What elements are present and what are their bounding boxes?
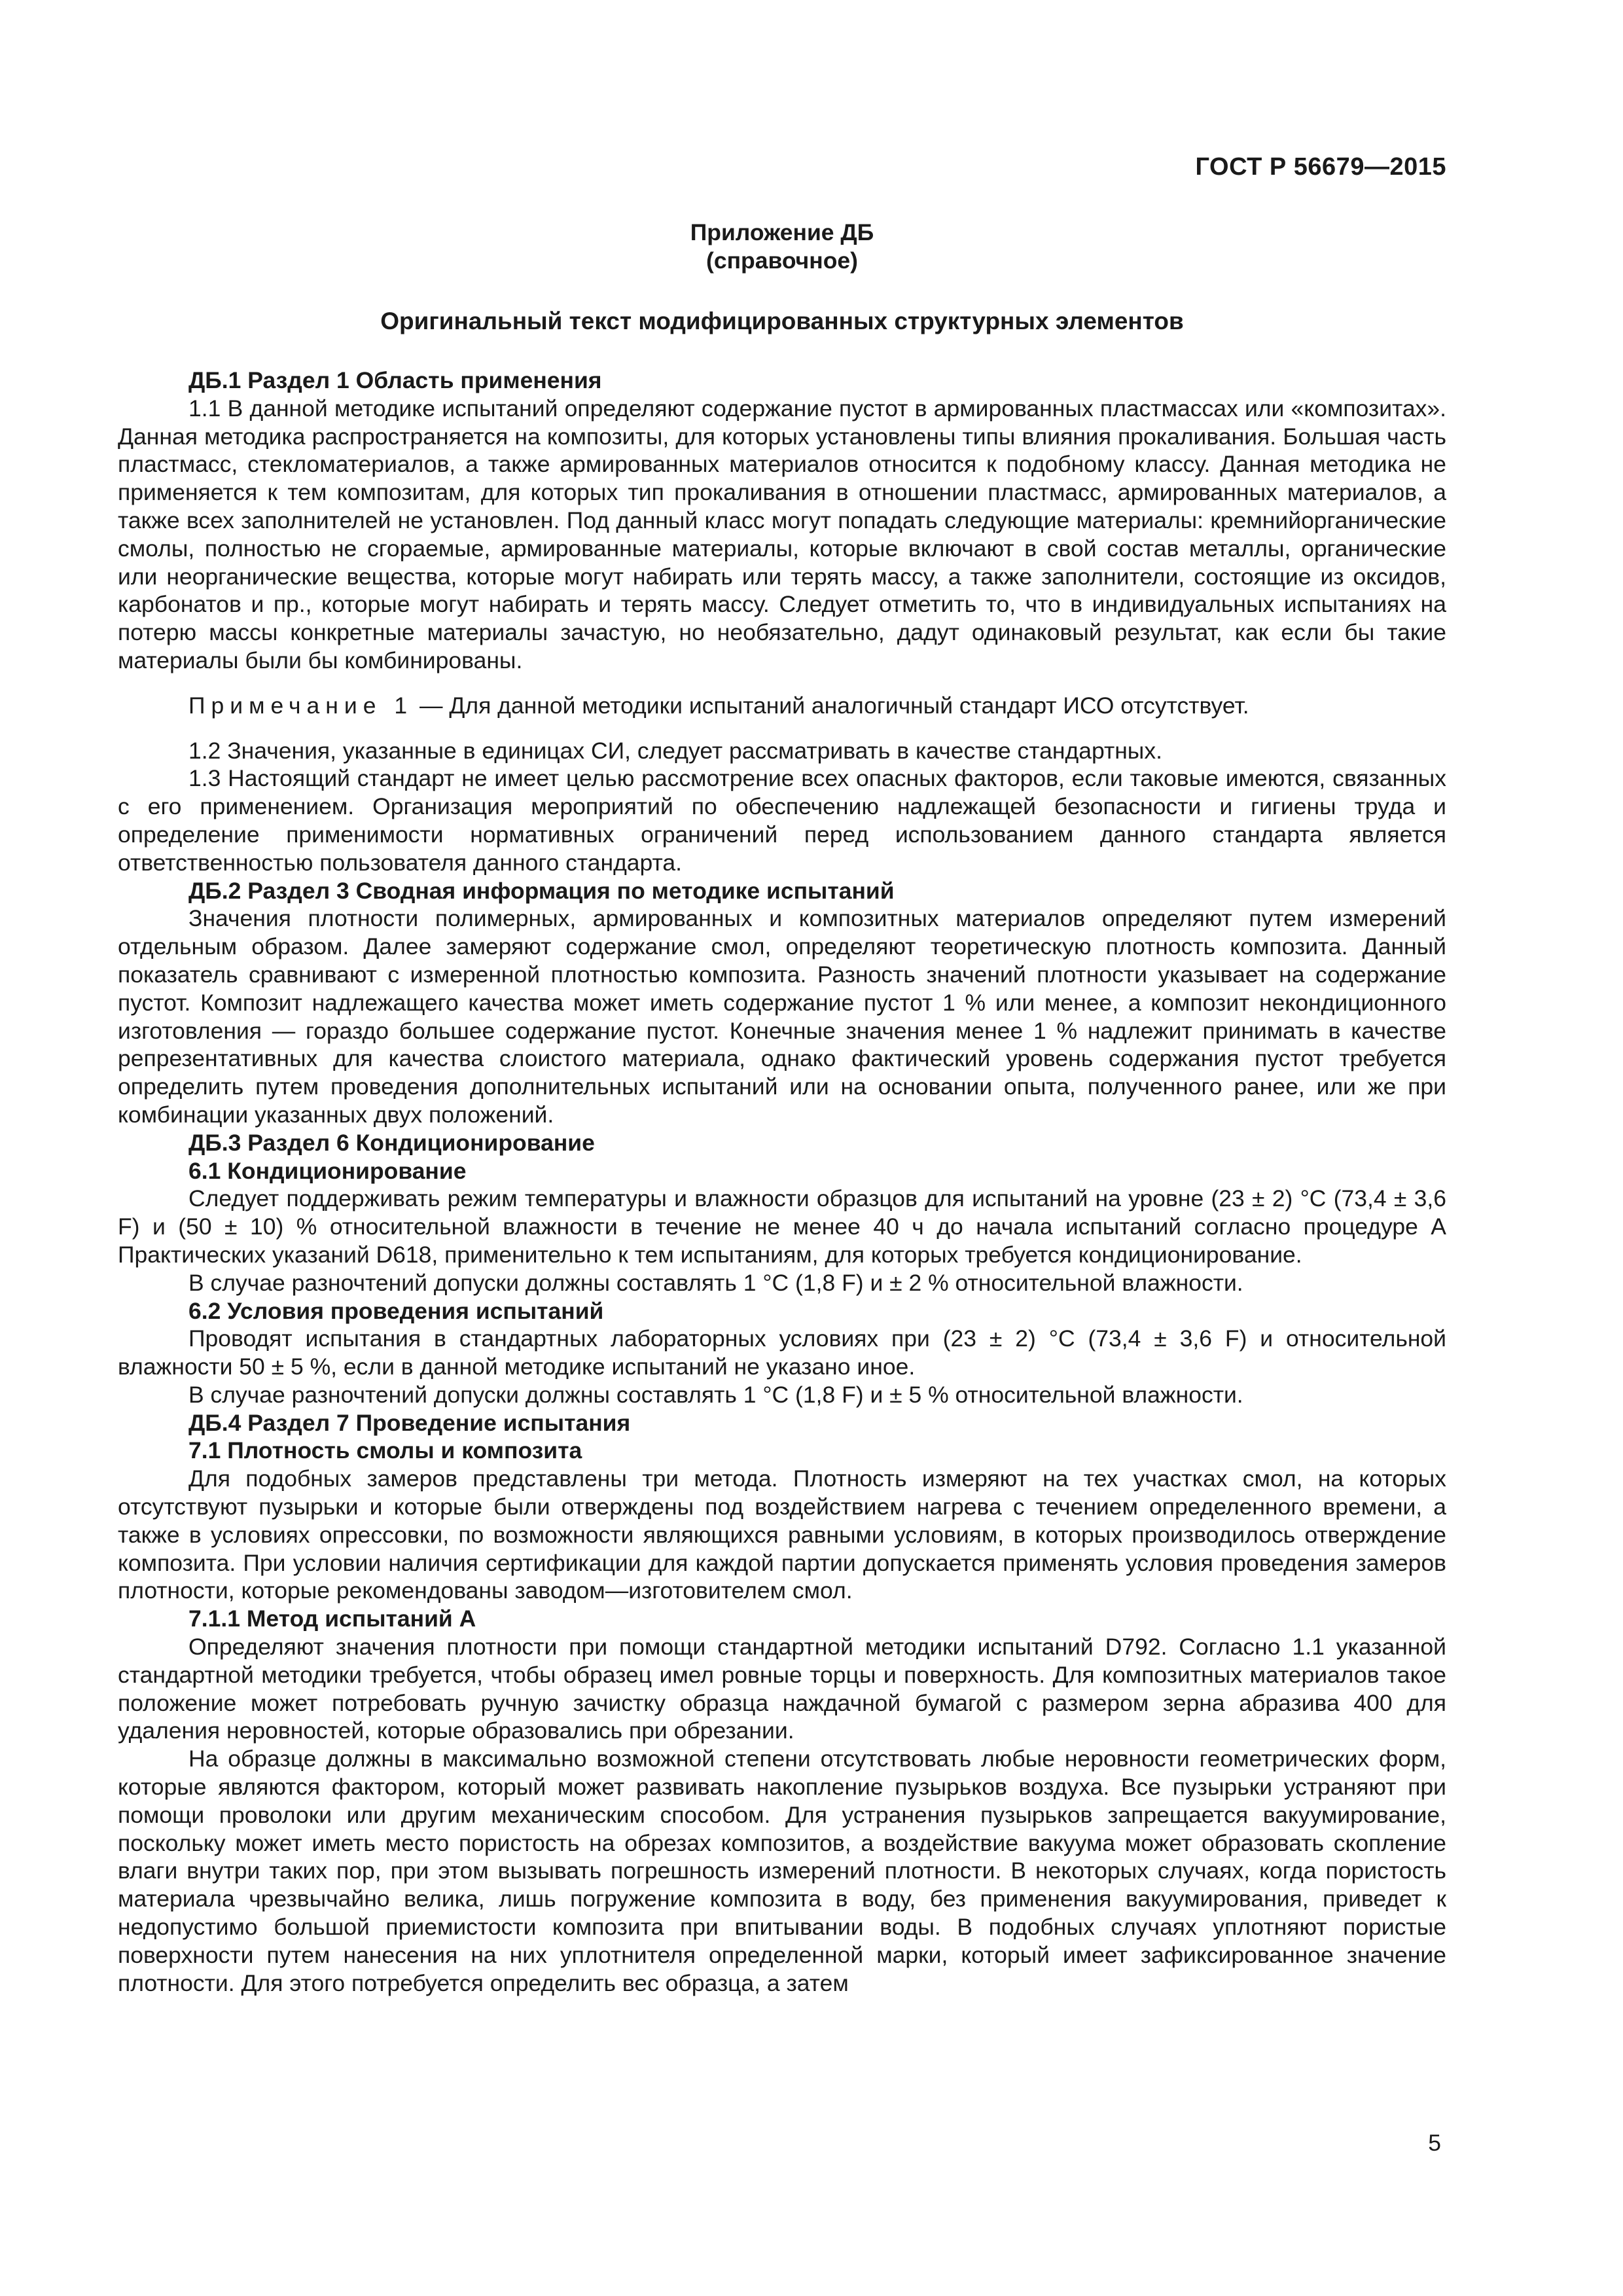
paragraph: Проводят испытания в стандартных лабораторных условиях при (23 ± 2) °С (73,4 ± 3,6 F) и относительной влажности 50 ± 5 %, если в данной методике испытаний не указано иное. xyxy=(118,1325,1446,1380)
document-body xyxy=(118,367,1446,1997)
appendix-subtitle: (справочное) xyxy=(706,247,858,274)
section-heading: ДБ.3 Раздел 6 Кондиционирование xyxy=(188,1129,595,1156)
note-label: Примечание 1 xyxy=(188,692,414,719)
section-heading: ДБ.2 Раздел 3 Сводная информация по методике испытаний xyxy=(188,877,895,904)
paragraph: 1.2 Значения, указанные в единицах СИ, следует рассматривать в качестве стандартных. xyxy=(188,737,1162,764)
section-heading: ДБ.4 Раздел 7 Проведение испытания xyxy=(188,1409,631,1436)
paragraph: 1.3 Настоящий стандарт не имеет целью рассмотрение всех опасных факторов, если таковые имеются, связанных с его применением. Организация мероприятий по обеспечению надлежащей безопасности и гигиены труда и определение применимости нормативных ограничений перед использованием данного стандарта является ответственностью пользователя данного стандарта. xyxy=(118,765,1446,876)
subsection-heading: 7.1 Плотность смолы и композита xyxy=(188,1437,582,1464)
paragraph: В случае разночтений допуски должны составлять 1 °С (1,8 F) и ± 5 % относительной влажности. xyxy=(188,1381,1243,1408)
section-heading: ДБ.1 Раздел 1 Область применения xyxy=(188,367,602,393)
note xyxy=(118,692,1446,720)
subsection-heading: 7.1.1 Метод испытаний А xyxy=(188,1605,476,1632)
paragraph: Значения плотности полимерных, армированных и композитных материалов определяют путем измерений отдельным образом. Далее замеряют содержание смол, определяют теоретическую плотность композита. Данный показатель сравнивают с измеренной плотностью композита. Разность значений плотности указывает на содержание пустот. Композит надлежащего качества может иметь содержание пустот 1 % или менее, а композит некондиционного изготовления — гораздо большее содержание пустот. Конечные значения менее 1 % надлежит принимать в качестве репрезентативных для качества слоистого материала, однако фактический уровень содержания пустот требуется определить путем проведения дополнительных испытаний или на основании опыта, полученного ранее, или же при комбинации указанных двух положений. xyxy=(118,905,1446,1128)
page-number: 5 xyxy=(1428,2130,1441,2156)
paragraph: Следует поддерживать режим температуры и влажности образцов для испытаний на уровне (23 ± 2) °С (73,4 ± 3,6 F) и (50 ± 10) % относительной влажности в течение не менее 40 ч до начала испытаний согласно процедуре А Практических указаний D618, применительно к тем испытаниям, для которых требуется кондиционирование. xyxy=(118,1185,1446,1268)
paragraph: 1.1 В данной методике испытаний определяют содержание пустот в армированных пластмассах или «композитах». Данная методика распространяется на композиты, для которых установлены типы влияния прокаливания. Большая часть пластмасс, стекломатериалов, а также армированных материалов относится к подобному классу. Данная методика не применяется к тем композитам, для которых тип прокаливания в отношении пластмасс, армированных материалов, а также всех заполнителей не установлен. Под данный класс могут попадать следующие материалы: кремнийорганические смолы, полностью не сгораемые, армированные материалы, которые включают в свой состав металлы, органические или неорганические вещества, которые могут набирать или терять массу, а также заполнители, состоящие из оксидов, карбонатов и пр., которые могут набирать и терять массу. Следует отметить то, что в индивидуальных испытаниях на потерю массы конкретные материалы зачастую, но необязательно, дадут одинаковый результат, как если бы такие материалы были бы комбинированы. xyxy=(118,395,1446,673)
subsection-heading: 6.2 Условия проведения испытаний xyxy=(188,1297,604,1324)
standard-designation: ГОСТ Р 56679—2015 xyxy=(1195,153,1446,181)
appendix-main-title: Оригинальный текст модифицированных структурных элементов xyxy=(380,308,1184,334)
note-text: — Для данной методики испытаний аналогичный стандарт ИСО отсутствует. xyxy=(413,692,1249,719)
paragraph: В случае разночтений допуски должны составлять 1 °С (1,8 F) и ± 2 % относительной влажности. xyxy=(188,1269,1243,1296)
appendix-title: Приложение ДБ xyxy=(690,219,874,245)
appendix-heading xyxy=(118,219,1446,275)
paragraph: Определяют значения плотности при помощи стандартной методики испытаний D792. Согласно 1.1 указанной стандартной методики требуется, чтобы образец имел ровные торцы и поверхность. Для композитных материалов такое положение может потребовать ручную зачистку образца наждачной бумагой с размером зерна абразива 400 для удаления неровностей, которые образовались при обрезании. xyxy=(118,1634,1446,1744)
subsection-heading: 6.1 Кондиционирование xyxy=(188,1157,467,1184)
paragraph: На образце должны в максимально возможной степени отсутствовать любые неровности геометрических форм, которые являются фактором, который может развивать накопление пузырьков воздуха. Все пузырьки устраняют при помощи проволоки или другим механическим способом. Для устранения пузырьков запрещается вакуумирование, поскольку может иметь место пористость на обрезах композитов, а воздействие вакуума может образовать скопление влаги внутри таких пор, при этом вызывать погрешность измерений плотности. В некоторых случаях, когда пористость материала чрезвычайно велика, лишь погружение композита в воду, без применения вакуумирования, приведет к недопустимо большой приемистости композита при впитывании воды. В подобных случаях уплотняют пористые поверхности путем нанесения на них уплотнителя определенной марки, который имеет зафиксированное значение плотности. Для этого потребуется определить вес образца, а затем xyxy=(118,1746,1446,1996)
paragraph: Для подобных замеров представлены три метода. Плотность измеряют на тех участках смол, на которых отсутствуют пузырьки и которые были отверждены под воздействием нагрева с течением определенного времени, а также в условиях опрессовки, по возможности являющихся равными условиям, в которых производилось отверждение композита. При условии наличия сертификации для каждой партии допускается применять условия проведения замеров плотности, которые рекомендованы заводом—изготовителем смол. xyxy=(118,1465,1446,1604)
